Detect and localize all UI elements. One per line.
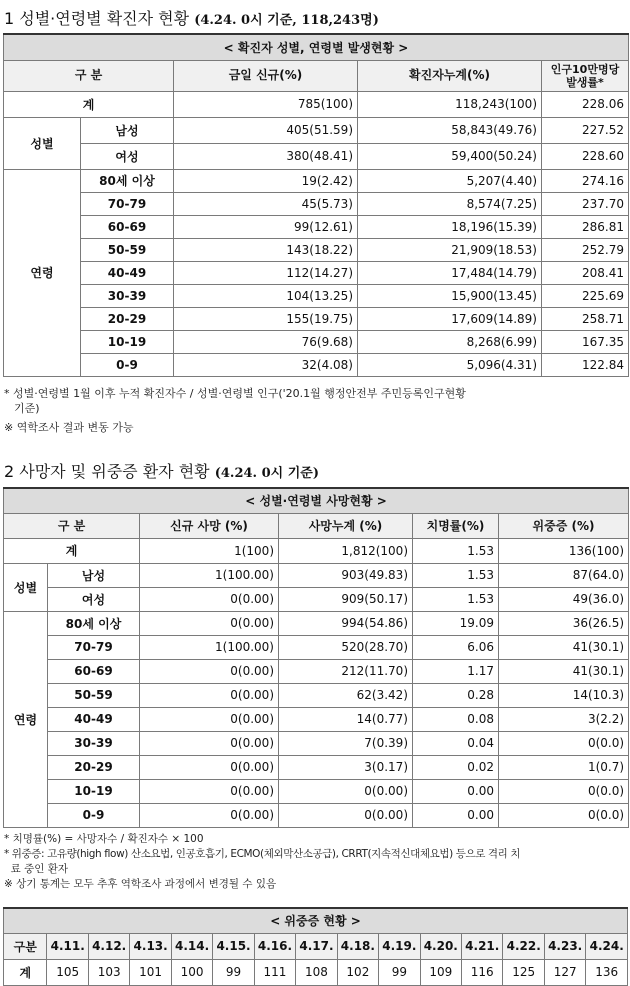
table-cell: 0(0.00) xyxy=(279,779,413,803)
table-cell: 1(0.7) xyxy=(499,755,629,779)
table1-header-today: 금일 신규(%) xyxy=(174,60,358,91)
table-cell: 380(48.41) xyxy=(174,143,358,169)
table-cell: 237.70 xyxy=(542,192,629,215)
table-cell: 3(0.17) xyxy=(279,755,413,779)
table-cell: 1.53 xyxy=(413,538,499,563)
table-row xyxy=(4,261,629,284)
row-label: 계 xyxy=(4,959,47,985)
table-cell: 105 xyxy=(47,959,88,985)
note-line: 기준) xyxy=(14,402,40,415)
table-cell: 109 xyxy=(420,959,461,985)
table-row xyxy=(4,330,629,353)
table-cell: 103 xyxy=(88,959,129,985)
table-cell: 8,574(7.25) xyxy=(358,192,542,215)
table-cell: 99 xyxy=(379,959,420,985)
date-header: 4.20. xyxy=(420,933,461,959)
table-row xyxy=(4,143,629,169)
table-cell: 903(49.83) xyxy=(279,563,413,587)
deaths-table xyxy=(3,487,629,828)
section1-subtitle: (4.24. 0시 기준, 118,243명) xyxy=(194,13,379,28)
table-cell: 225.69 xyxy=(542,284,629,307)
group-label-age: 연령 xyxy=(4,169,81,376)
table1-header-rate: 인구10만명당 발생률* xyxy=(542,60,629,91)
row-label: 남성 xyxy=(48,563,140,587)
date-header: 4.16. xyxy=(254,933,295,959)
row-label: 80세 이상 xyxy=(48,611,140,635)
date-header: 4.21. xyxy=(462,933,503,959)
table-cell: 136 xyxy=(586,959,628,985)
table-cell: 994(54.86) xyxy=(279,611,413,635)
section2-title xyxy=(4,459,319,482)
table-cell: 58,843(49.76) xyxy=(358,117,542,143)
section2-notes xyxy=(4,832,628,892)
table-cell: 0.08 xyxy=(413,707,499,731)
table-cell: 0(0.00) xyxy=(140,731,279,755)
table-cell: 0(0.00) xyxy=(140,803,279,827)
table-cell: 17,484(14.79) xyxy=(358,261,542,284)
row-label: 남성 xyxy=(81,117,174,143)
table-cell: 18,196(15.39) xyxy=(358,215,542,238)
table-cell: 102 xyxy=(337,959,378,985)
note-line: ※ 상기 통계는 모두 추후 역학조사 과정에서 변경될 수 있음 xyxy=(4,878,277,890)
table-cell: 405(51.59) xyxy=(174,117,358,143)
table-cell: 0.28 xyxy=(413,683,499,707)
table-cell: 7(0.39) xyxy=(279,731,413,755)
table-cell: 100 xyxy=(171,959,212,985)
table1-caption: < 확진자 성별, 연령별 발생현황 > xyxy=(4,34,629,60)
table-row xyxy=(4,707,629,731)
row-label: 0-9 xyxy=(48,803,140,827)
date-header: 4.17. xyxy=(296,933,337,959)
table-cell: 8,268(6.99) xyxy=(358,330,542,353)
table-cell: 17,609(14.89) xyxy=(358,307,542,330)
table-cell: 21,909(18.53) xyxy=(358,238,542,261)
table2-caption: < 성별·연령별 사망현황 > xyxy=(4,488,629,513)
table-cell: 99 xyxy=(213,959,254,985)
row-label: 10-19 xyxy=(81,330,174,353)
note-line: 료 중인 환자 xyxy=(4,863,69,875)
row-label: 40-49 xyxy=(81,261,174,284)
group-label-age: 연령 xyxy=(4,611,48,827)
date-header: 4.14. xyxy=(171,933,212,959)
date-header: 4.18. xyxy=(337,933,378,959)
table-cell: 59,400(50.24) xyxy=(358,143,542,169)
table-cell: 118,243(100) xyxy=(358,91,542,117)
table2-header-cumulative-deaths: 사망누계 (%) xyxy=(279,513,413,538)
table1-header-category: 구 분 xyxy=(4,60,174,91)
table-cell: 1(100.00) xyxy=(140,635,279,659)
table-row xyxy=(4,779,629,803)
row-label: 0-9 xyxy=(81,353,174,376)
row-label: 60-69 xyxy=(81,215,174,238)
table-row xyxy=(4,238,629,261)
table3-caption: < 위중증 현황 > xyxy=(4,908,628,933)
table-cell: 143(18.22) xyxy=(174,238,358,261)
table-row xyxy=(4,959,628,985)
row-label: 50-59 xyxy=(81,238,174,261)
table-row xyxy=(4,755,629,779)
table-cell: 32(4.08) xyxy=(174,353,358,376)
table-cell: 0(0.00) xyxy=(140,659,279,683)
table-cell: 0(0.00) xyxy=(140,611,279,635)
table-cell: 14(10.3) xyxy=(499,683,629,707)
table-cell: 62(3.42) xyxy=(279,683,413,707)
date-header: 4.19. xyxy=(379,933,420,959)
table-cell: 785(100) xyxy=(174,91,358,117)
table2-header-fatality-rate: 치명률(%) xyxy=(413,513,499,538)
date-header: 4.11. xyxy=(47,933,88,959)
table-cell: 19(2.42) xyxy=(174,169,358,192)
table-cell: 45(5.73) xyxy=(174,192,358,215)
table-cell: 208.41 xyxy=(542,261,629,284)
table-cell: 155(19.75) xyxy=(174,307,358,330)
table-cell: 1.17 xyxy=(413,659,499,683)
table-row xyxy=(4,117,629,143)
table-cell: 14(0.77) xyxy=(279,707,413,731)
table-row xyxy=(4,215,629,238)
note-line: * 위중증: 고유량(high flow) 산소요법, 인공호흡기, ECMO(체외막산소공급), CRRT(지속적신대체요법) 등으로 격리 치 xyxy=(4,848,521,860)
table-cell: 99(12.61) xyxy=(174,215,358,238)
table-cell: 36(26.5) xyxy=(499,611,629,635)
table-cell: 6.06 xyxy=(413,635,499,659)
table-row xyxy=(4,353,629,376)
table-cell: 1,812(100) xyxy=(279,538,413,563)
table-cell: 0(0.0) xyxy=(499,803,629,827)
table-cell: 520(28.70) xyxy=(279,635,413,659)
group-label-sex: 성별 xyxy=(4,563,48,611)
table-row xyxy=(4,611,629,635)
section2-subtitle: (4.24. 0시 기준) xyxy=(214,466,319,481)
confirmed-cases-table xyxy=(3,33,629,377)
table-cell: 212(11.70) xyxy=(279,659,413,683)
table-row xyxy=(4,731,629,755)
date-header: 4.12. xyxy=(88,933,129,959)
table3-header-row xyxy=(4,933,628,959)
table-cell: 127 xyxy=(544,959,585,985)
table-cell: 0.00 xyxy=(413,779,499,803)
table-cell: 116 xyxy=(462,959,503,985)
table2-header-new-deaths: 신규 사망 (%) xyxy=(140,513,279,538)
row-label: 20-29 xyxy=(81,307,174,330)
row-label: 10-19 xyxy=(48,779,140,803)
table3-header-label: 구분 xyxy=(4,933,47,959)
table-cell: 111 xyxy=(254,959,295,985)
date-header: 4.22. xyxy=(503,933,544,959)
table-cell: 227.52 xyxy=(542,117,629,143)
date-header: 4.24. xyxy=(586,933,628,959)
table-cell: 49(36.0) xyxy=(499,587,629,611)
note-line: ※ 역학조사 결과 변동 가능 xyxy=(4,421,134,434)
table-row xyxy=(4,307,629,330)
table-row xyxy=(4,683,629,707)
section1-title xyxy=(4,6,379,29)
table-cell: 112(14.27) xyxy=(174,261,358,284)
row-label: 40-49 xyxy=(48,707,140,731)
table-row xyxy=(4,169,629,192)
table-row xyxy=(4,635,629,659)
table-cell: 0(0.00) xyxy=(140,683,279,707)
row-label: 30-39 xyxy=(81,284,174,307)
table-cell: 5,207(4.40) xyxy=(358,169,542,192)
date-header: 4.23. xyxy=(544,933,585,959)
section1-title-text: 1 성별·연령별 확진자 현황 xyxy=(4,9,190,28)
table-cell: 252.79 xyxy=(542,238,629,261)
date-header: 4.15. xyxy=(213,933,254,959)
table-cell: 5,096(4.31) xyxy=(358,353,542,376)
table-cell: 0(0.00) xyxy=(140,707,279,731)
table-cell: 0.00 xyxy=(413,803,499,827)
table-cell: 104(13.25) xyxy=(174,284,358,307)
table-cell: 286.81 xyxy=(542,215,629,238)
date-header: 4.13. xyxy=(130,933,171,959)
row-label: 계 xyxy=(4,91,174,117)
row-label: 60-69 xyxy=(48,659,140,683)
table-row xyxy=(4,538,629,563)
table-row xyxy=(4,563,629,587)
row-label: 20-29 xyxy=(48,755,140,779)
table-cell: 87(64.0) xyxy=(499,563,629,587)
table-cell: 1(100) xyxy=(140,538,279,563)
note-line: * 치명률(%) = 사망자수 / 확진자수 × 100 xyxy=(4,833,204,845)
critical-trend-table xyxy=(3,907,628,986)
section2-title-text: 2 사망자 및 위중증 환자 현황 xyxy=(4,462,210,481)
table-row xyxy=(4,587,629,611)
table-cell: 258.71 xyxy=(542,307,629,330)
table-cell: 125 xyxy=(503,959,544,985)
table-cell: 0(0.0) xyxy=(499,779,629,803)
table-cell: 0(0.0) xyxy=(499,731,629,755)
section1-notes xyxy=(4,386,626,435)
row-label: 80세 이상 xyxy=(81,169,174,192)
table-cell: 909(50.17) xyxy=(279,587,413,611)
table1-header-cumulative: 확진자누계(%) xyxy=(358,60,542,91)
table-cell: 76(9.68) xyxy=(174,330,358,353)
table-cell: 101 xyxy=(130,959,171,985)
table-cell: 274.16 xyxy=(542,169,629,192)
table-cell: 0.04 xyxy=(413,731,499,755)
table-cell: 15,900(13.45) xyxy=(358,284,542,307)
table-row xyxy=(4,659,629,683)
row-label: 70-79 xyxy=(48,635,140,659)
row-label: 50-59 xyxy=(48,683,140,707)
table-cell: 0(0.00) xyxy=(140,587,279,611)
table-cell: 0(0.00) xyxy=(140,779,279,803)
group-label-sex: 성별 xyxy=(4,117,81,169)
table2-header-critical: 위중증 (%) xyxy=(499,513,629,538)
row-label: 30-39 xyxy=(48,731,140,755)
table-cell: 0.02 xyxy=(413,755,499,779)
table-cell: 41(30.1) xyxy=(499,659,629,683)
row-label: 여성 xyxy=(48,587,140,611)
table-row xyxy=(4,803,629,827)
row-label: 계 xyxy=(4,538,140,563)
table-cell: 136(100) xyxy=(499,538,629,563)
table-row xyxy=(4,192,629,215)
row-label: 여성 xyxy=(81,143,174,169)
table-cell: 108 xyxy=(296,959,337,985)
table-cell: 167.35 xyxy=(542,330,629,353)
table-cell: 122.84 xyxy=(542,353,629,376)
table-cell: 1.53 xyxy=(413,563,499,587)
row-label: 70-79 xyxy=(81,192,174,215)
table-row xyxy=(4,91,629,117)
table-cell: 228.60 xyxy=(542,143,629,169)
table2-header-category: 구 분 xyxy=(4,513,140,538)
table-cell: 1.53 xyxy=(413,587,499,611)
table-cell: 1(100.00) xyxy=(140,563,279,587)
table-cell: 0(0.00) xyxy=(279,803,413,827)
table-cell: 0(0.00) xyxy=(140,755,279,779)
table-cell: 19.09 xyxy=(413,611,499,635)
table-cell: 3(2.2) xyxy=(499,707,629,731)
table-cell: 41(30.1) xyxy=(499,635,629,659)
note-line: * 성별·연령별 1월 이후 누적 확진자수 / 성별·연령별 인구('20.1월 행정안전부 주민등록인구현황 xyxy=(4,387,466,400)
table-cell: 228.06 xyxy=(542,91,629,117)
table-row xyxy=(4,284,629,307)
